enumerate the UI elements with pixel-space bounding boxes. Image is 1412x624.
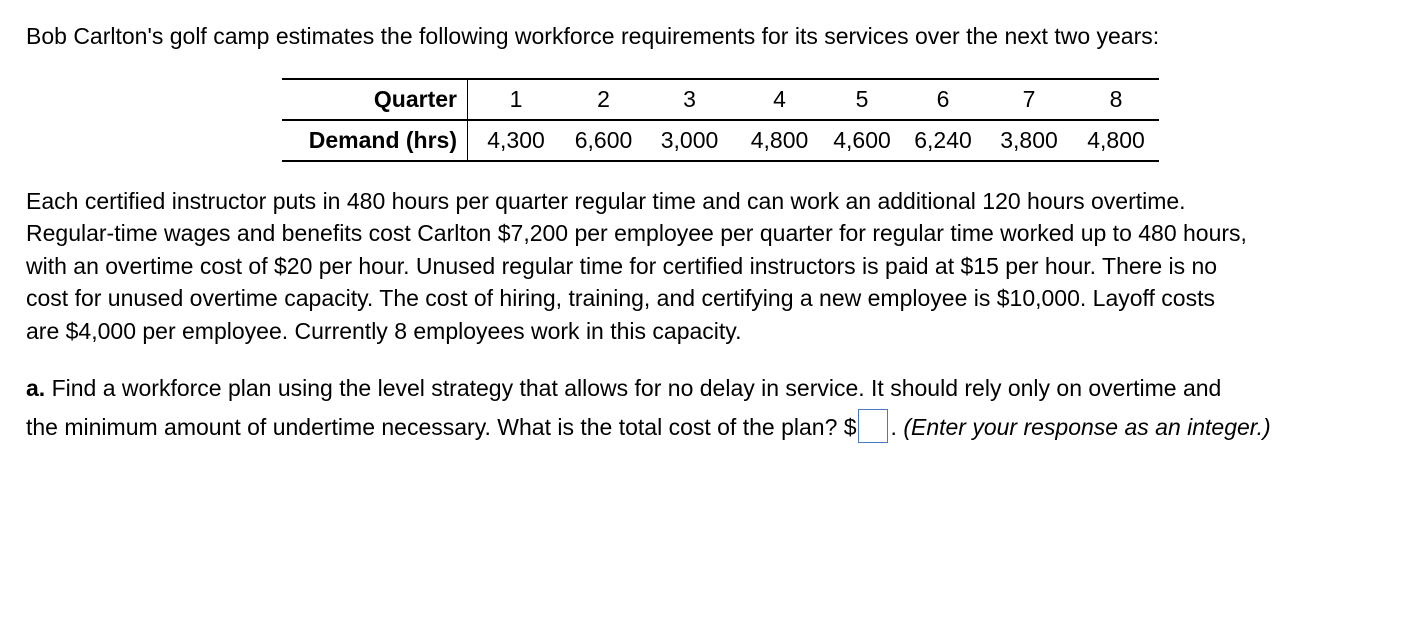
currency-symbol: $ xyxy=(843,413,857,440)
answer-hint: (Enter your response as an integer.) xyxy=(903,413,1271,440)
details-line: Regular-time wages and benefits cost Carlton $7,200 per employee per quarter for regular time worked up to 480 hours, xyxy=(26,220,1247,247)
problem-intro: Bob Carlton's golf camp estimates the following workforce requirements for its services over the next two years: xyxy=(26,23,1160,49)
demand-header: Demand (hrs) xyxy=(282,120,468,161)
answer-period: . xyxy=(890,413,897,440)
demand-table xyxy=(282,78,1159,162)
question-a xyxy=(26,369,1396,446)
quarter-cell: 2 xyxy=(564,79,643,120)
details-line: cost for unused overtime capacity. The cost of hiring, training, and certifying a new employee is $10,000. Layoff costs xyxy=(26,285,1215,312)
demand-cell: 4,800 xyxy=(1073,120,1159,161)
question-text: Find a workforce plan using the level strategy that allows for no delay in service. It should rely only on overtime and xyxy=(51,375,1222,401)
quarter-row xyxy=(282,79,1159,120)
quarter-cell: 7 xyxy=(985,79,1073,120)
quarter-header: Quarter xyxy=(282,79,468,120)
quarter-cell: 5 xyxy=(823,79,901,120)
demand-cell: 4,300 xyxy=(468,120,565,161)
quarter-cell: 8 xyxy=(1073,79,1159,120)
demand-cell: 3,800 xyxy=(985,120,1073,161)
quarter-cell: 4 xyxy=(736,79,823,120)
demand-cell: 6,600 xyxy=(564,120,643,161)
demand-row xyxy=(282,120,1159,161)
details-line: with an overtime cost of $20 per hour. Unused regular time for certified instructors is paid at $15 per hour. There is no xyxy=(26,252,1218,279)
quarter-cell: 3 xyxy=(643,79,736,120)
demand-cell: 4,600 xyxy=(823,120,901,161)
details-line: Each certified instructor puts in 480 hours per quarter regular time and can work an additional 120 hours overtime. xyxy=(26,188,1186,214)
question-label: a. xyxy=(26,375,46,401)
demand-cell: 4,800 xyxy=(736,120,823,161)
quarter-cell: 6 xyxy=(901,79,985,120)
problem-details xyxy=(26,185,1411,347)
answer-input[interactable] xyxy=(858,409,888,443)
demand-cell: 6,240 xyxy=(901,120,985,161)
quarter-cell: 1 xyxy=(468,79,565,120)
demand-cell: 3,000 xyxy=(643,120,736,161)
question-text: the minimum amount of undertime necessary. What is the total cost of the plan? xyxy=(26,413,838,440)
details-line: are $4,000 per employee. Currently 8 employees work in this capacity. xyxy=(26,317,742,344)
